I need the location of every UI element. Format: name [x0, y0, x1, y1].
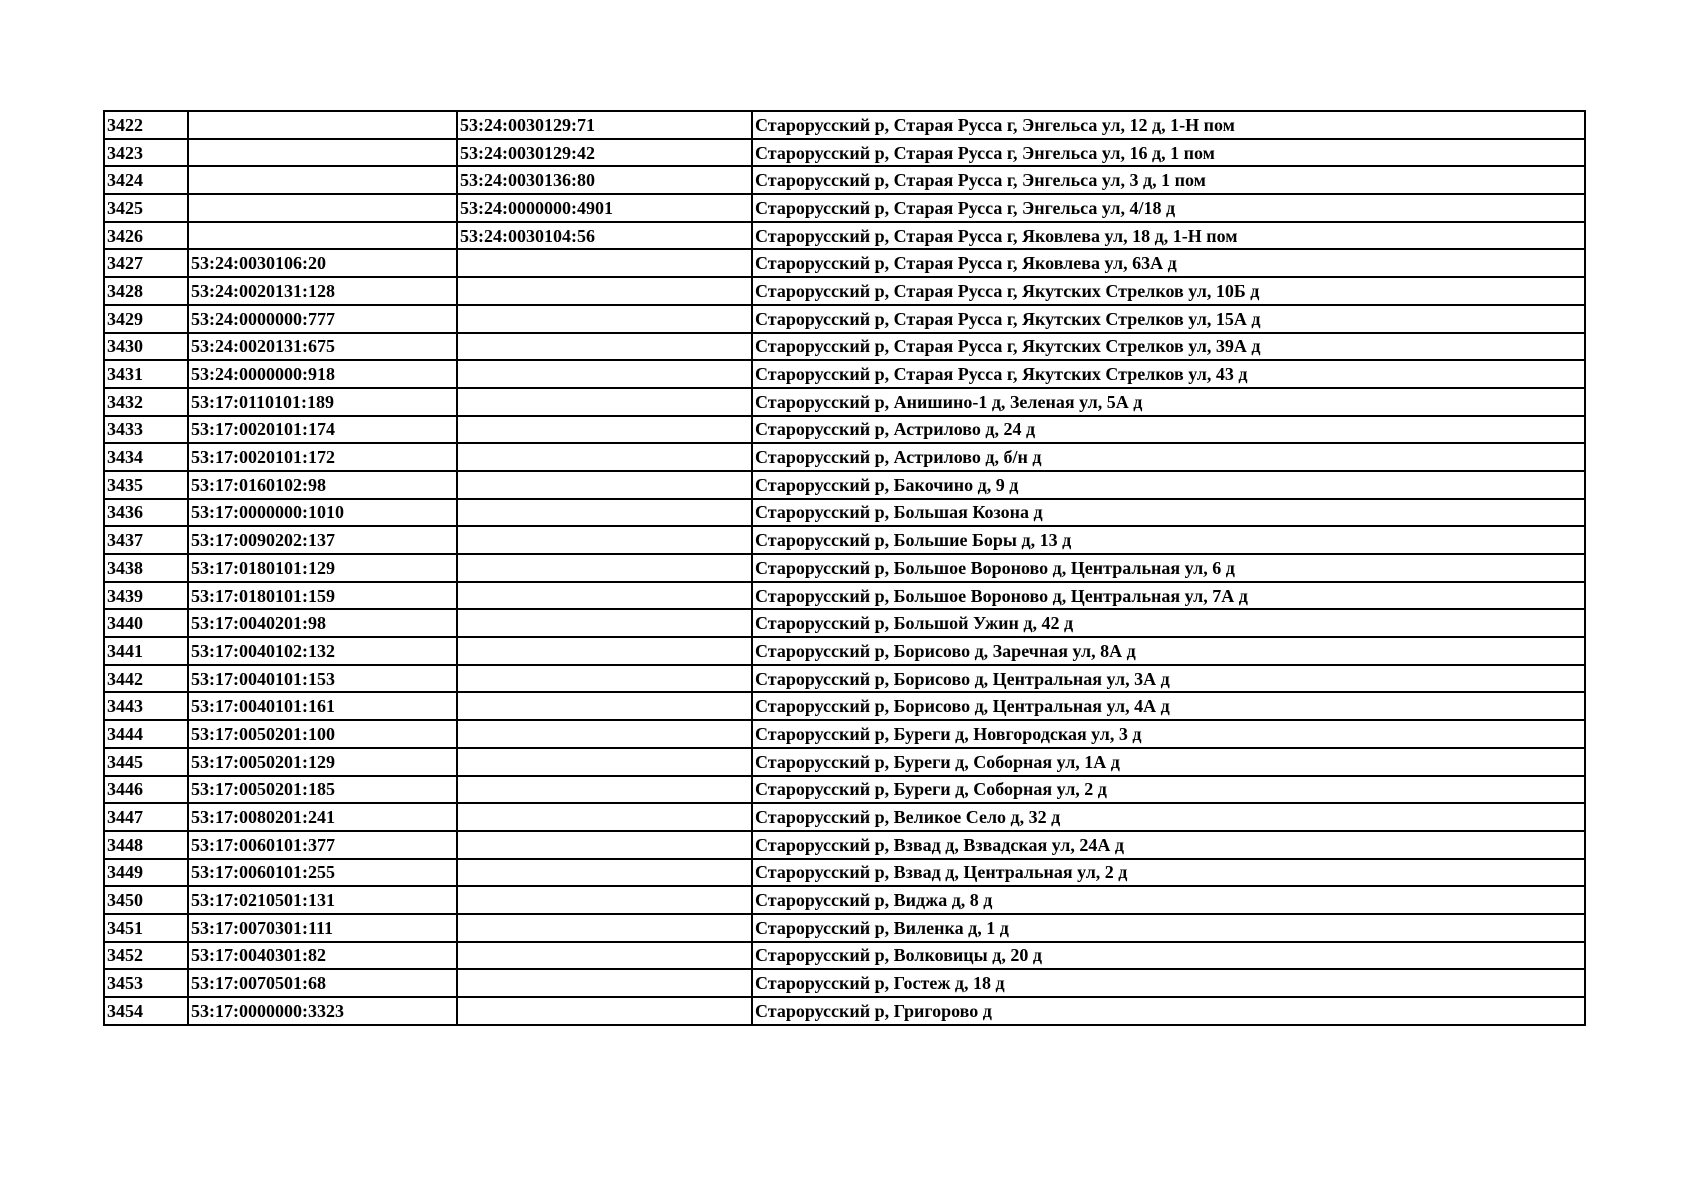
row-number-cell: 3434 [104, 443, 188, 471]
row-number-cell: 3436 [104, 499, 188, 527]
address-cell: Старорусский р, Бакочино д, 9 д [752, 471, 1585, 499]
object-cadastral-number-cell [457, 776, 752, 804]
object-cadastral-number-cell: 53:24:0000000:4901 [457, 194, 752, 222]
object-cadastral-number-cell [457, 499, 752, 527]
row-number-cell: 3432 [104, 388, 188, 416]
row-number-cell: 3444 [104, 720, 188, 748]
table-row [104, 305, 1585, 333]
row-number-cell: 3437 [104, 526, 188, 554]
table-row [104, 665, 1585, 693]
address-cell: Старорусский р, Большое Вороново д, Центральная ул, 7А д [752, 582, 1585, 610]
object-cadastral-number-cell [457, 249, 752, 277]
table-row [104, 471, 1585, 499]
address-cell: Старорусский р, Старая Русса г, Якутских Стрелков ул, 43 д [752, 360, 1585, 388]
table-row [104, 443, 1585, 471]
cadastral-number-cell: 53:24:0000000:777 [188, 305, 457, 333]
row-number-cell: 3443 [104, 692, 188, 720]
row-number-cell: 3429 [104, 305, 188, 333]
cadastral-number-cell [188, 139, 457, 167]
row-number-cell: 3441 [104, 637, 188, 665]
cadastral-number-cell [188, 194, 457, 222]
row-number-cell: 3453 [104, 969, 188, 997]
object-cadastral-number-cell: 53:24:0030129:42 [457, 139, 752, 167]
address-cell: Старорусский р, Старая Русса г, Яковлева ул, 63А д [752, 249, 1585, 277]
table-row [104, 831, 1585, 859]
row-number-cell: 3451 [104, 914, 188, 942]
cadastral-number-cell: 53:17:0040102:132 [188, 637, 457, 665]
table-row [104, 776, 1585, 804]
row-number-cell: 3450 [104, 886, 188, 914]
object-cadastral-number-cell [457, 942, 752, 970]
row-number-cell: 3449 [104, 859, 188, 887]
address-cell: Старорусский р, Виджа д, 8 д [752, 886, 1585, 914]
row-number-cell: 3440 [104, 609, 188, 637]
row-number-cell: 3431 [104, 360, 188, 388]
table-row [104, 360, 1585, 388]
cadastral-number-cell: 53:24:0020131:128 [188, 277, 457, 305]
row-number-cell: 3428 [104, 277, 188, 305]
address-cell: Старорусский р, Старая Русса г, Якутских Стрелков ул, 15А д [752, 305, 1585, 333]
row-number-cell: 3425 [104, 194, 188, 222]
object-cadastral-number-cell [457, 969, 752, 997]
object-cadastral-number-cell [457, 360, 752, 388]
row-number-cell: 3439 [104, 582, 188, 610]
table-body [104, 111, 1585, 1025]
row-number-cell: 3447 [104, 803, 188, 831]
cadastral-number-cell: 53:17:0070501:68 [188, 969, 457, 997]
cadastral-number-cell: 53:17:0000000:1010 [188, 499, 457, 527]
object-cadastral-number-cell [457, 665, 752, 693]
address-cell: Старорусский р, Анишино-1 д, Зеленая ул, 5А д [752, 388, 1585, 416]
object-cadastral-number-cell [457, 471, 752, 499]
address-cell: Старорусский р, Большая Козона д [752, 499, 1585, 527]
table-row [104, 554, 1585, 582]
table-row [104, 388, 1585, 416]
cadastral-number-cell: 53:17:0180101:159 [188, 582, 457, 610]
table-row [104, 720, 1585, 748]
table-row [104, 609, 1585, 637]
object-cadastral-number-cell [457, 526, 752, 554]
object-cadastral-number-cell [457, 554, 752, 582]
table-row [104, 582, 1585, 610]
row-number-cell: 3452 [104, 942, 188, 970]
row-number-cell: 3435 [104, 471, 188, 499]
cadastral-number-cell: 53:17:0040101:153 [188, 665, 457, 693]
address-cell: Старорусский р, Григорово д [752, 997, 1585, 1025]
row-number-cell: 3445 [104, 748, 188, 776]
table-row [104, 416, 1585, 444]
table-row [104, 222, 1585, 250]
table-row [104, 637, 1585, 665]
table-row [104, 914, 1585, 942]
cadastral-number-cell: 53:17:0210501:131 [188, 886, 457, 914]
table-row [104, 333, 1585, 361]
cadastral-number-cell: 53:17:0090202:137 [188, 526, 457, 554]
cadastral-number-cell: 53:17:0160102:98 [188, 471, 457, 499]
address-cell: Старорусский р, Великое Село д, 32 д [752, 803, 1585, 831]
address-cell: Старорусский р, Астрилово д, б/н д [752, 443, 1585, 471]
row-number-cell: 3448 [104, 831, 188, 859]
cadastral-number-cell: 53:24:0000000:918 [188, 360, 457, 388]
object-cadastral-number-cell [457, 720, 752, 748]
cadastral-number-cell: 53:17:0020101:172 [188, 443, 457, 471]
object-cadastral-number-cell [457, 748, 752, 776]
row-number-cell: 3446 [104, 776, 188, 804]
cadastral-number-cell: 53:17:0050201:100 [188, 720, 457, 748]
address-cell: Старорусский р, Старая Русса г, Энгельса ул, 16 д, 1 пом [752, 139, 1585, 167]
address-cell: Старорусский р, Волковицы д, 20 д [752, 942, 1585, 970]
row-number-cell: 3427 [104, 249, 188, 277]
cadastral-number-cell [188, 111, 457, 139]
address-cell: Старорусский р, Старая Русса г, Якутских Стрелков ул, 39А д [752, 333, 1585, 361]
table-row [104, 166, 1585, 194]
object-cadastral-number-cell [457, 277, 752, 305]
row-number-cell: 3438 [104, 554, 188, 582]
table-row [104, 803, 1585, 831]
address-cell: Старорусский р, Старая Русса г, Яковлева ул, 18 д, 1-Н пом [752, 222, 1585, 250]
cadastral-number-cell: 53:17:0060101:255 [188, 859, 457, 887]
address-cell: Старорусский р, Большие Боры д, 13 д [752, 526, 1585, 554]
address-cell: Старорусский р, Борисово д, Центральная ул, 3А д [752, 665, 1585, 693]
table-row [104, 969, 1585, 997]
cadastral-number-cell [188, 166, 457, 194]
object-cadastral-number-cell [457, 333, 752, 361]
address-cell: Старорусский р, Взвад д, Центральная ул, 2 д [752, 859, 1585, 887]
object-cadastral-number-cell [457, 582, 752, 610]
object-cadastral-number-cell [457, 831, 752, 859]
object-cadastral-number-cell: 53:24:0030136:80 [457, 166, 752, 194]
cadastral-number-cell: 53:17:0070301:111 [188, 914, 457, 942]
address-cell: Старорусский р, Старая Русса г, Энгельса ул, 4/18 д [752, 194, 1585, 222]
table-row [104, 499, 1585, 527]
cadastral-number-cell: 53:17:0000000:3323 [188, 997, 457, 1025]
object-cadastral-number-cell [457, 859, 752, 887]
table-row [104, 692, 1585, 720]
address-cell: Старорусский р, Борисово д, Центральная ул, 4А д [752, 692, 1585, 720]
row-number-cell: 3423 [104, 139, 188, 167]
cadastral-number-cell: 53:17:0040301:82 [188, 942, 457, 970]
object-cadastral-number-cell [457, 803, 752, 831]
address-cell: Старорусский р, Буреги д, Соборная ул, 2 д [752, 776, 1585, 804]
cadastral-number-cell [188, 222, 457, 250]
cadastral-number-cell: 53:24:0030106:20 [188, 249, 457, 277]
row-number-cell: 3454 [104, 997, 188, 1025]
object-cadastral-number-cell: 53:24:0030129:71 [457, 111, 752, 139]
row-number-cell: 3424 [104, 166, 188, 194]
cadastral-number-cell: 53:17:0040201:98 [188, 609, 457, 637]
address-cell: Старорусский р, Старая Русса г, Энгельса ул, 12 д, 1-Н пом [752, 111, 1585, 139]
address-cell: Старорусский р, Старая Русса г, Якутских Стрелков ул, 10Б д [752, 277, 1585, 305]
address-cell: Старорусский р, Большой Ужин д, 42 д [752, 609, 1585, 637]
table-row [104, 526, 1585, 554]
table-row [104, 748, 1585, 776]
address-cell: Старорусский р, Взвад д, Взвадская ул, 24А д [752, 831, 1585, 859]
table-row [104, 194, 1585, 222]
object-cadastral-number-cell: 53:24:0030104:56 [457, 222, 752, 250]
table-row [104, 997, 1585, 1025]
address-cell: Старорусский р, Большое Вороново д, Центральная ул, 6 д [752, 554, 1585, 582]
cadastral-number-cell: 53:17:0020101:174 [188, 416, 457, 444]
cadastral-number-cell: 53:17:0040101:161 [188, 692, 457, 720]
object-cadastral-number-cell [457, 886, 752, 914]
table-row [104, 277, 1585, 305]
table-row [104, 886, 1585, 914]
object-cadastral-number-cell [457, 416, 752, 444]
object-cadastral-number-cell [457, 443, 752, 471]
row-number-cell: 3430 [104, 333, 188, 361]
property-table [103, 110, 1586, 1026]
address-cell: Старорусский р, Буреги д, Новгородская ул, 3 д [752, 720, 1585, 748]
address-cell: Старорусский р, Старая Русса г, Энгельса ул, 3 д, 1 пом [752, 166, 1585, 194]
cadastral-number-cell: 53:17:0080201:241 [188, 803, 457, 831]
table-row [104, 139, 1585, 167]
row-number-cell: 3442 [104, 665, 188, 693]
cadastral-number-cell: 53:17:0180101:129 [188, 554, 457, 582]
object-cadastral-number-cell [457, 305, 752, 333]
object-cadastral-number-cell [457, 914, 752, 942]
object-cadastral-number-cell [457, 692, 752, 720]
address-cell: Старорусский р, Гостеж д, 18 д [752, 969, 1585, 997]
cadastral-number-cell: 53:17:0050201:129 [188, 748, 457, 776]
address-cell: Старорусский р, Виленка д, 1 д [752, 914, 1585, 942]
cadastral-number-cell: 53:17:0050201:185 [188, 776, 457, 804]
object-cadastral-number-cell [457, 997, 752, 1025]
address-cell: Старорусский р, Борисово д, Заречная ул, 8А д [752, 637, 1585, 665]
object-cadastral-number-cell [457, 609, 752, 637]
row-number-cell: 3433 [104, 416, 188, 444]
table-row [104, 859, 1585, 887]
table-row [104, 942, 1585, 970]
table-row [104, 111, 1585, 139]
row-number-cell: 3422 [104, 111, 188, 139]
cadastral-number-cell: 53:24:0020131:675 [188, 333, 457, 361]
address-cell: Старорусский р, Буреги д, Соборная ул, 1А д [752, 748, 1585, 776]
cadastral-number-cell: 53:17:0110101:189 [188, 388, 457, 416]
object-cadastral-number-cell [457, 637, 752, 665]
object-cadastral-number-cell [457, 388, 752, 416]
cadastral-number-cell: 53:17:0060101:377 [188, 831, 457, 859]
row-number-cell: 3426 [104, 222, 188, 250]
address-cell: Старорусский р, Астрилово д, 24 д [752, 416, 1585, 444]
table-row [104, 249, 1585, 277]
